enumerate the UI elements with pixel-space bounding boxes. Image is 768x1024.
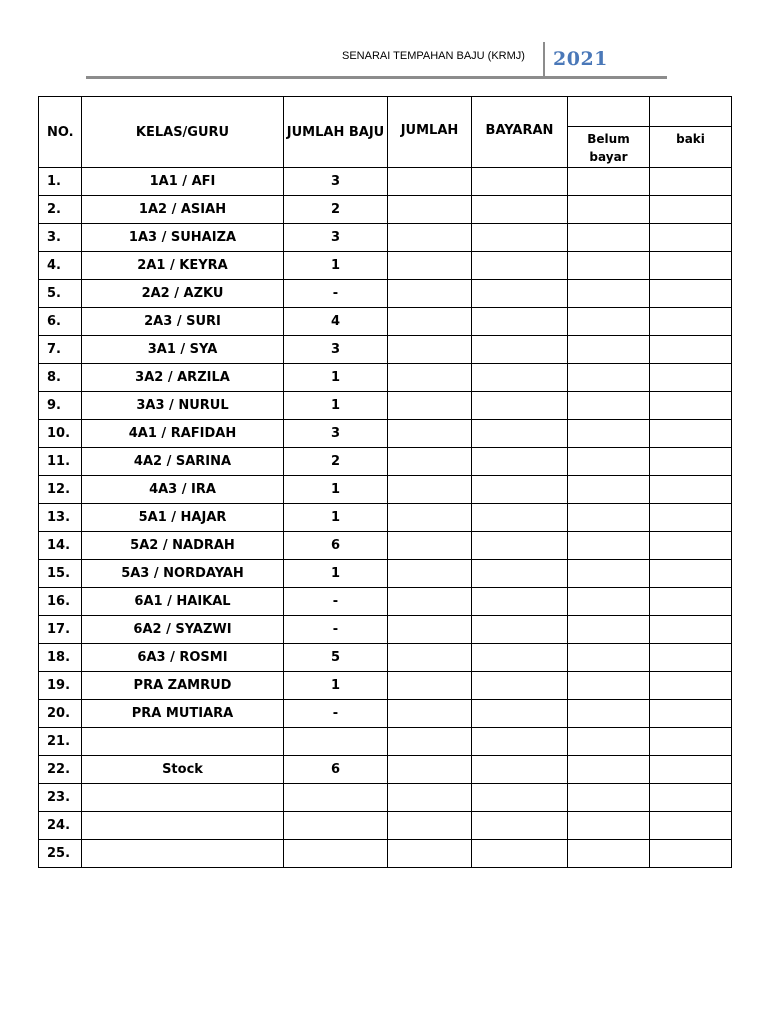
- row-jumlah: [388, 840, 472, 868]
- row-belum-bayar: [568, 224, 650, 252]
- row-kelas: 5A2 / NADRAH: [82, 532, 284, 560]
- row-jumlah: [388, 728, 472, 756]
- row-baki: [650, 784, 732, 812]
- row-belum-bayar: [568, 840, 650, 868]
- row-no: 17.: [39, 616, 82, 644]
- row-jumlah: [388, 784, 472, 812]
- row-no: 4.: [39, 252, 82, 280]
- row-jumlah-baju: 1: [284, 560, 388, 588]
- row-jumlah: [388, 252, 472, 280]
- table-row: [39, 392, 732, 420]
- row-jumlah-baju: -: [284, 700, 388, 728]
- row-jumlah-baju: 3: [284, 336, 388, 364]
- row-bayaran: [472, 336, 568, 364]
- row-no: 12.: [39, 476, 82, 504]
- row-jumlah-baju: 3: [284, 224, 388, 252]
- row-jumlah: [388, 308, 472, 336]
- row-jumlah: [388, 560, 472, 588]
- table-row: [39, 224, 732, 252]
- row-jumlah-baju: 3: [284, 168, 388, 196]
- row-baki: [650, 420, 732, 448]
- row-bayaran: [472, 504, 568, 532]
- row-jumlah: [388, 672, 472, 700]
- row-bayaran: [472, 728, 568, 756]
- row-baki: [650, 448, 732, 476]
- row-jumlah: [388, 616, 472, 644]
- row-bayaran: [472, 644, 568, 672]
- row-no: 8.: [39, 364, 82, 392]
- row-bayaran: [472, 812, 568, 840]
- col-header-bayaran: BAYARAN: [472, 97, 568, 168]
- row-belum-bayar: [568, 728, 650, 756]
- row-baki: [650, 812, 732, 840]
- row-baki: [650, 308, 732, 336]
- row-jumlah-baju: 4: [284, 308, 388, 336]
- row-baki: [650, 504, 732, 532]
- row-kelas: 3A3 / NURUL: [82, 392, 284, 420]
- row-no: 13.: [39, 504, 82, 532]
- row-jumlah-baju: -: [284, 616, 388, 644]
- row-no: 5.: [39, 280, 82, 308]
- table-row: [39, 196, 732, 224]
- table-row: [39, 420, 732, 448]
- row-no: 9.: [39, 392, 82, 420]
- row-bayaran: [472, 252, 568, 280]
- row-kelas: 1A2 / ASIAH: [82, 196, 284, 224]
- row-no: 24.: [39, 812, 82, 840]
- row-belum-bayar: [568, 448, 650, 476]
- row-baki: [650, 336, 732, 364]
- row-kelas: 4A1 / RAFIDAH: [82, 420, 284, 448]
- row-belum-bayar: [568, 700, 650, 728]
- document-year: 2021: [553, 48, 608, 70]
- row-jumlah-baju: 1: [284, 392, 388, 420]
- row-belum-bayar: [568, 308, 650, 336]
- row-jumlah-baju: 1: [284, 364, 388, 392]
- row-jumlah-baju: 5: [284, 644, 388, 672]
- row-kelas: 3A1 / SYA: [82, 336, 284, 364]
- row-jumlah: [388, 420, 472, 448]
- row-jumlah-baju: 1: [284, 672, 388, 700]
- row-baki: [650, 364, 732, 392]
- table-row: [39, 840, 732, 868]
- row-no: 25.: [39, 840, 82, 868]
- col-header-jumlah: JUMLAH: [388, 97, 472, 168]
- row-no: 2.: [39, 196, 82, 224]
- row-baki: [650, 700, 732, 728]
- row-baki: [650, 476, 732, 504]
- row-kelas: [82, 840, 284, 868]
- row-baki: [650, 588, 732, 616]
- table-row: [39, 336, 732, 364]
- row-kelas: 1A3 / SUHAIZA: [82, 224, 284, 252]
- table-row: [39, 308, 732, 336]
- row-jumlah: [388, 168, 472, 196]
- row-belum-bayar: [568, 812, 650, 840]
- row-bayaran: [472, 196, 568, 224]
- row-jumlah: [388, 504, 472, 532]
- table-row: [39, 504, 732, 532]
- row-kelas: 2A3 / SURI: [82, 308, 284, 336]
- table-body: [39, 168, 732, 868]
- row-kelas: 4A3 / IRA: [82, 476, 284, 504]
- row-kelas: PRA MUTIARA: [82, 700, 284, 728]
- row-bayaran: [472, 448, 568, 476]
- row-jumlah: [388, 812, 472, 840]
- row-baki: [650, 280, 732, 308]
- row-jumlah-baju: 3: [284, 420, 388, 448]
- row-no: 14.: [39, 532, 82, 560]
- row-jumlah: [388, 280, 472, 308]
- row-jumlah-baju: 1: [284, 252, 388, 280]
- row-belum-bayar: [568, 672, 650, 700]
- row-belum-bayar: [568, 280, 650, 308]
- row-bayaran: [472, 476, 568, 504]
- row-baki: [650, 252, 732, 280]
- table-row: [39, 700, 732, 728]
- row-bayaran: [472, 700, 568, 728]
- title-divider: [543, 42, 545, 78]
- table-row: [39, 672, 732, 700]
- row-bayaran: [472, 784, 568, 812]
- row-no: 21.: [39, 728, 82, 756]
- row-belum-bayar: [568, 784, 650, 812]
- row-no: 20.: [39, 700, 82, 728]
- col-header-jumlah-baju: JUMLAH BAJU: [284, 97, 388, 168]
- row-jumlah-baju: [284, 784, 388, 812]
- row-kelas: [82, 812, 284, 840]
- row-jumlah: [388, 532, 472, 560]
- row-jumlah: [388, 644, 472, 672]
- row-bayaran: [472, 840, 568, 868]
- row-no: 19.: [39, 672, 82, 700]
- row-belum-bayar: [568, 588, 650, 616]
- row-bayaran: [472, 616, 568, 644]
- row-baki: [650, 756, 732, 784]
- row-no: 16.: [39, 588, 82, 616]
- document-title: SENARAI TEMPAHAN BAJU (KRMJ): [342, 50, 525, 62]
- row-bayaran: [472, 224, 568, 252]
- row-baki: [650, 616, 732, 644]
- row-bayaran: [472, 756, 568, 784]
- row-baki: [650, 672, 732, 700]
- row-jumlah-baju: 1: [284, 476, 388, 504]
- row-kelas: 6A1 / HAIKAL: [82, 588, 284, 616]
- row-belum-bayar: [568, 476, 650, 504]
- row-jumlah-baju: [284, 812, 388, 840]
- row-jumlah: [388, 364, 472, 392]
- row-jumlah-baju: 6: [284, 756, 388, 784]
- row-belum-bayar: [568, 560, 650, 588]
- row-kelas: 3A2 / ARZILA: [82, 364, 284, 392]
- col-header-empty-1: [568, 97, 650, 127]
- row-no: 15.: [39, 560, 82, 588]
- row-belum-bayar: [568, 616, 650, 644]
- row-jumlah: [388, 196, 472, 224]
- row-belum-bayar: [568, 644, 650, 672]
- table-row: [39, 532, 732, 560]
- row-jumlah: [388, 588, 472, 616]
- table-row: [39, 756, 732, 784]
- row-belum-bayar: [568, 532, 650, 560]
- col-header-no: NO.: [39, 97, 82, 168]
- row-jumlah: [388, 448, 472, 476]
- row-jumlah-baju: 2: [284, 448, 388, 476]
- row-jumlah-baju: -: [284, 588, 388, 616]
- row-belum-bayar: [568, 420, 650, 448]
- row-jumlah-baju: 6: [284, 532, 388, 560]
- row-belum-bayar: [568, 336, 650, 364]
- row-bayaran: [472, 560, 568, 588]
- row-jumlah: [388, 756, 472, 784]
- row-no: 1.: [39, 168, 82, 196]
- row-belum-bayar: [568, 252, 650, 280]
- col-header-belum-bayar: Belum bayar: [568, 127, 650, 168]
- col-header-baki: baki: [650, 127, 732, 168]
- table-row: [39, 728, 732, 756]
- row-belum-bayar: [568, 756, 650, 784]
- row-kelas: 2A1 / KEYRA: [82, 252, 284, 280]
- row-bayaran: [472, 392, 568, 420]
- row-bayaran: [472, 532, 568, 560]
- row-jumlah-baju: -: [284, 280, 388, 308]
- col-header-empty-2: [650, 97, 732, 127]
- row-no: 23.: [39, 784, 82, 812]
- row-jumlah: [388, 336, 472, 364]
- table-row: [39, 560, 732, 588]
- header-rule: [86, 76, 667, 79]
- row-bayaran: [472, 308, 568, 336]
- row-baki: [650, 560, 732, 588]
- row-kelas: 6A2 / SYAZWI: [82, 616, 284, 644]
- row-jumlah-baju: 2: [284, 196, 388, 224]
- row-baki: [650, 168, 732, 196]
- row-baki: [650, 196, 732, 224]
- row-kelas: [82, 728, 284, 756]
- order-table: [38, 96, 732, 868]
- row-jumlah: [388, 224, 472, 252]
- row-baki: [650, 728, 732, 756]
- row-belum-bayar: [568, 364, 650, 392]
- row-jumlah-baju: 1: [284, 504, 388, 532]
- row-kelas: Stock: [82, 756, 284, 784]
- table-row: [39, 448, 732, 476]
- row-belum-bayar: [568, 196, 650, 224]
- row-kelas: 2A2 / AZKU: [82, 280, 284, 308]
- table-row: [39, 784, 732, 812]
- row-baki: [650, 532, 732, 560]
- table-row: [39, 616, 732, 644]
- row-bayaran: [472, 168, 568, 196]
- row-kelas: 5A3 / NORDAYAH: [82, 560, 284, 588]
- row-no: 6.: [39, 308, 82, 336]
- row-baki: [650, 224, 732, 252]
- row-baki: [650, 840, 732, 868]
- row-bayaran: [472, 364, 568, 392]
- row-kelas: 6A3 / ROSMI: [82, 644, 284, 672]
- col-header-kelas: KELAS/GURU: [82, 97, 284, 168]
- row-bayaran: [472, 672, 568, 700]
- row-jumlah-baju: [284, 840, 388, 868]
- table-row: [39, 280, 732, 308]
- row-bayaran: [472, 588, 568, 616]
- row-no: 3.: [39, 224, 82, 252]
- row-no: 18.: [39, 644, 82, 672]
- table-row: [39, 476, 732, 504]
- row-no: 11.: [39, 448, 82, 476]
- table-row: [39, 364, 732, 392]
- row-jumlah: [388, 476, 472, 504]
- row-kelas: 1A1 / AFI: [82, 168, 284, 196]
- row-baki: [650, 644, 732, 672]
- table-row: [39, 644, 732, 672]
- row-no: 7.: [39, 336, 82, 364]
- row-belum-bayar: [568, 504, 650, 532]
- row-kelas: [82, 784, 284, 812]
- table-row: [39, 812, 732, 840]
- row-bayaran: [472, 280, 568, 308]
- row-kelas: PRA ZAMRUD: [82, 672, 284, 700]
- table-row: [39, 588, 732, 616]
- row-no: 22.: [39, 756, 82, 784]
- table-header-row: [39, 97, 732, 127]
- row-jumlah: [388, 700, 472, 728]
- row-baki: [650, 392, 732, 420]
- row-bayaran: [472, 420, 568, 448]
- row-no: 10.: [39, 420, 82, 448]
- row-belum-bayar: [568, 392, 650, 420]
- document-header: [0, 0, 768, 100]
- table-row: [39, 168, 732, 196]
- row-jumlah-baju: [284, 728, 388, 756]
- table-row: [39, 252, 732, 280]
- row-jumlah: [388, 392, 472, 420]
- row-belum-bayar: [568, 168, 650, 196]
- row-kelas: 4A2 / SARINA: [82, 448, 284, 476]
- row-kelas: 5A1 / HAJAR: [82, 504, 284, 532]
